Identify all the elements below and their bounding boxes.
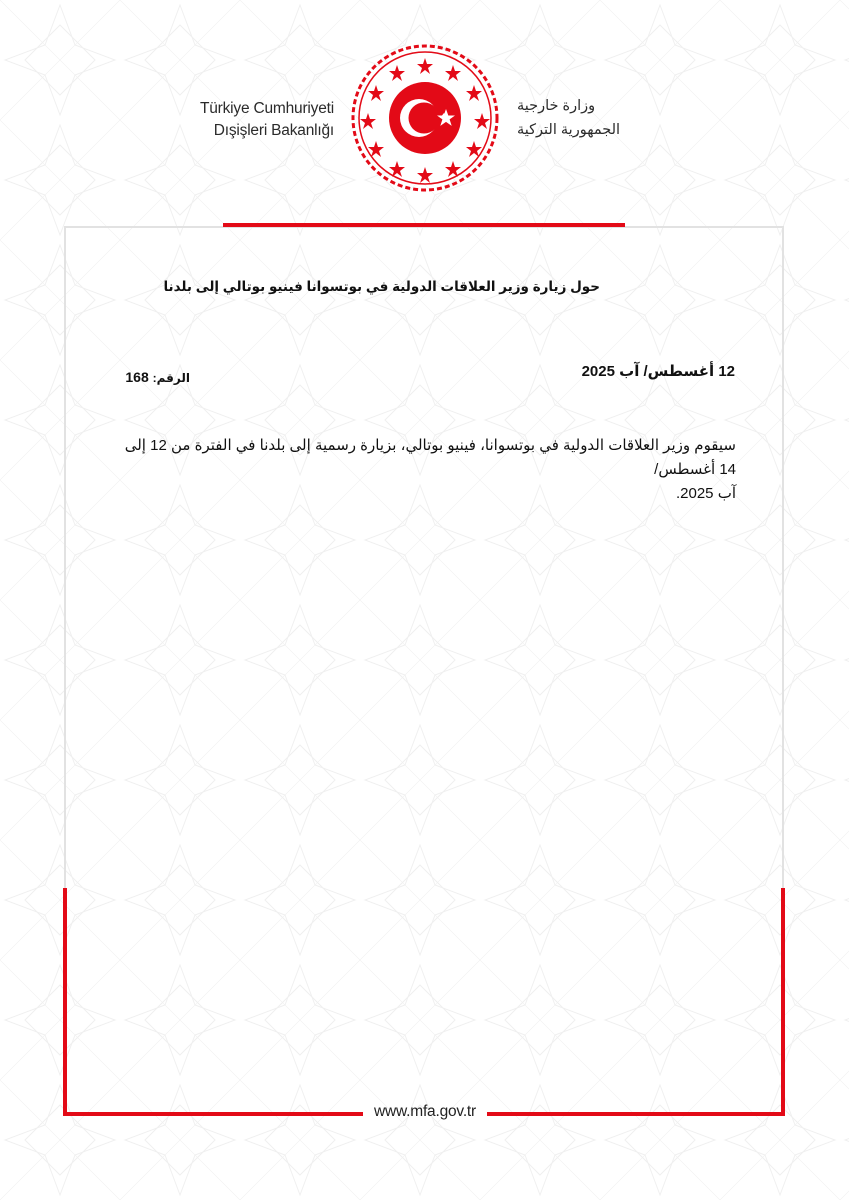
frame-bottom-right-accent xyxy=(487,1112,785,1116)
ministry-emblem-seal xyxy=(350,43,500,193)
ministry-name-turkish-line1: Türkiye Cumhuriyeti xyxy=(199,100,334,117)
ministry-name-turkish xyxy=(114,98,334,142)
ministry-name-turkish-line2: Dışişleri Bakanlığı xyxy=(213,122,334,139)
ministry-name-arabic-line1: وزارة خارجية xyxy=(517,98,596,114)
body-line-1: سيقوم وزير العلاقات الدولية في بوتسوانا، فينيو بوتالي، بزيارة رسمية إلى بلدنا في الفترة من 12 إلى 14 أغسطس/ xyxy=(124,437,736,478)
number-label: الرقم: xyxy=(152,371,190,385)
body-line-2: آب 2025. xyxy=(675,485,736,502)
number-value: 168 xyxy=(125,369,149,385)
press-release-body xyxy=(110,434,736,506)
frame-right-accent xyxy=(781,888,785,1116)
ministry-name-arabic xyxy=(517,94,677,142)
ministry-name-arabic-line2: الجمهورية التركية xyxy=(517,122,621,138)
frame-left-accent xyxy=(63,888,67,1116)
press-release-number xyxy=(118,369,190,385)
frame-bottom-left-accent xyxy=(63,1112,363,1116)
press-release-date: 12 أغسطس/ آب 2025 xyxy=(581,363,735,380)
frame-top-accent xyxy=(223,223,625,227)
footer-website-link[interactable]: www.mfa.gov.tr xyxy=(374,1103,476,1120)
press-release-title: حول زيارة وزير العلاقات الدولية في بوتسوانا فينيو بوتالي إلى بلدنا xyxy=(163,279,600,294)
